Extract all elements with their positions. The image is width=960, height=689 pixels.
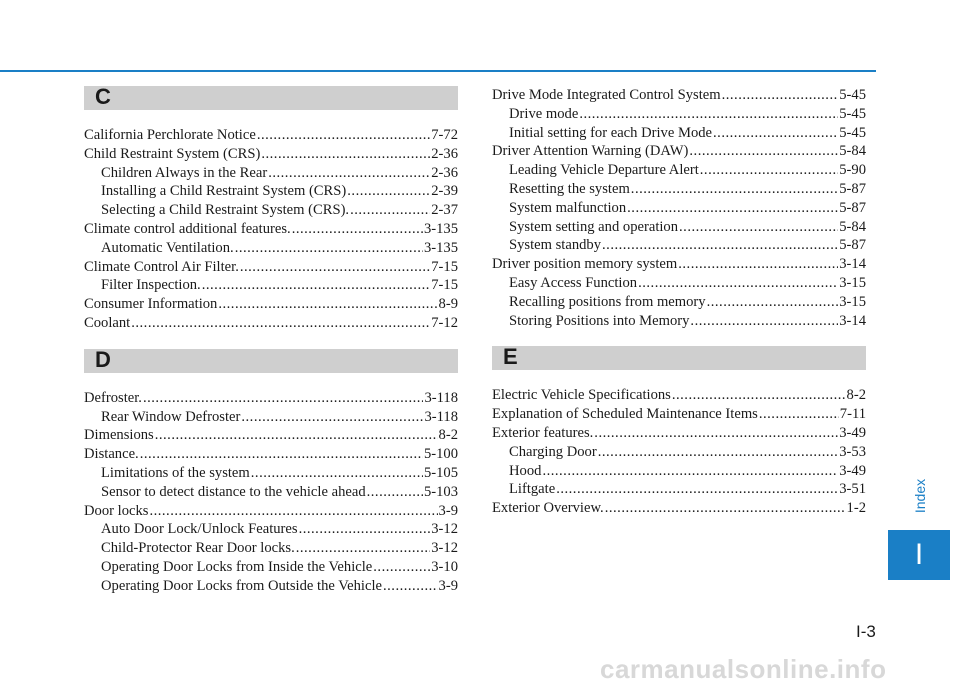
index-subentry[interactable] [84,577,458,596]
section-header-d [84,346,458,373]
section-e-entries [492,386,866,518]
dot-leader [155,426,438,445]
index-subentry[interactable] [84,558,458,577]
dot-leader [759,405,839,424]
entry-title: Storing Positions into Memory [509,312,690,329]
entry-title: Sensor to detect distance to the vehicle ahead [101,483,366,500]
entry-title: Leading Vehicle Departure Alert [509,162,699,179]
entry-title: Driver position memory system [492,256,678,273]
entry-page: 3-10 [431,558,458,575]
index-subentry[interactable] [84,182,458,201]
entry-title: Charging Door [509,443,597,460]
entry-title: Exterior Overview. [492,500,604,517]
dot-leader [713,124,838,143]
index-subentry[interactable] [492,161,866,180]
dot-leader [296,539,431,558]
index-entry[interactable] [492,86,866,105]
entry-page: 2-36 [431,164,458,181]
entry-title: California Perchlorate Notice [84,127,256,143]
entry-title: Rear Window Defroster [101,408,241,425]
entry-page: 3-51 [839,481,866,498]
entry-page: 3-15 [839,293,866,310]
index-subentry[interactable] [492,199,866,218]
entry-title: Explanation of Scheduled Maintenance Items [492,406,758,423]
index-column-left [84,86,458,596]
index-column-right [492,86,866,518]
index-entry[interactable] [492,386,866,405]
dot-leader [235,239,423,258]
index-entry[interactable] [84,314,458,333]
entry-title: Driver Attention Warning (DAW) [492,143,689,160]
index-entry[interactable] [84,295,458,314]
index-subentry[interactable] [84,483,458,502]
dot-leader [347,182,430,201]
index-subentry[interactable] [84,520,458,539]
dot-leader [299,520,431,539]
entry-page: 5-84 [839,143,866,160]
entry-title: Automatic Ventilation. [101,239,234,256]
dot-leader [261,145,430,164]
entry-title: Drive mode [509,105,579,122]
dot-leader [672,386,846,405]
index-entry[interactable] [492,142,866,161]
dot-leader [638,274,838,293]
entry-page: 7-15 [431,277,458,294]
index-subentry[interactable] [492,236,866,255]
entry-title: Distance. [84,446,139,463]
entry-title: Operating Door Locks from Inside the Vehicle [101,558,373,575]
index-subentry[interactable] [492,105,866,124]
entry-title: Drive Mode Integrated Control System [492,87,721,103]
entry-page: 7-72 [431,127,458,143]
dot-leader [350,201,430,220]
entry-title: Filter Inspection. [101,277,201,294]
dot-leader [690,312,838,331]
entry-page: 3-12 [431,521,458,538]
entry-title: Selecting a Child Restraint System (CRS). [101,202,350,219]
entry-title: Consumer Information [84,296,218,313]
entry-title: Child Restraint System (CRS) [84,145,261,162]
page-number: I-3 [856,622,876,641]
entry-page: 5-45 [839,105,866,122]
index-entry[interactable] [84,220,458,239]
entry-page: 3-118 [424,408,458,425]
index-entry[interactable] [84,445,458,464]
entry-title: Easy Access Function [509,274,638,291]
index-subentry[interactable] [492,218,866,237]
entry-title: Child-Protector Rear Door locks. [101,540,295,557]
index-subentry[interactable] [84,539,458,558]
dot-leader [579,105,838,124]
entry-title: Electric Vehicle Specifications [492,387,671,404]
dot-leader [722,86,839,105]
dot-leader [605,499,846,518]
entry-page: 3-49 [839,424,866,441]
dot-leader [218,295,437,314]
index-entry[interactable] [492,255,866,274]
entry-title: Hood [509,462,542,479]
entry-page: 3-49 [839,462,866,479]
entry-page: 8-2 [438,427,458,444]
index-entry[interactable] [84,389,458,408]
dot-leader [292,220,423,239]
entry-page: 2-37 [431,202,458,219]
dot-leader [383,577,438,596]
entry-title: Operating Door Locks from Outside the Vehicle [101,577,382,594]
section-header-c [84,86,458,110]
section-d-continued-entries [492,86,866,330]
entry-title: System standby [509,237,602,254]
entry-title: Limitations of the system [101,464,250,481]
entry-page: 3-9 [438,577,458,594]
index-subentry[interactable] [84,239,458,258]
index-subentry[interactable] [84,464,458,483]
dot-leader [149,502,437,521]
entry-page: 7-12 [431,314,458,331]
entry-title: Recalling positions from memory [509,293,706,310]
side-tab-label: Index [912,478,928,514]
index-subentry[interactable] [492,480,866,499]
header-rule [0,70,876,72]
index-subentry[interactable] [492,124,866,143]
entry-page: 5-87 [839,237,866,254]
index-entry[interactable] [84,502,458,521]
entry-title: Defroster. [84,389,142,406]
watermark-logo: carmanualsonline.info [600,654,887,684]
index-subentry[interactable] [84,201,458,220]
dot-leader [367,483,423,502]
index-subentry[interactable] [492,462,866,481]
index-subentry[interactable] [84,408,458,427]
entry-page: 3-118 [424,389,458,406]
entry-title: Door locks [84,502,149,519]
entry-page: 5-105 [423,464,458,481]
entry-page: 5-100 [423,446,458,463]
entry-title: Auto Door Lock/Unlock Features [101,521,298,538]
entry-page: 5-90 [839,162,866,179]
entry-page: 5-84 [839,218,866,235]
dot-leader [679,218,838,237]
index-entry[interactable] [492,424,866,443]
dot-leader [140,445,423,464]
section-letter: E [503,344,518,370]
entry-page: 5-87 [839,199,866,216]
entry-page: 3-9 [438,502,458,519]
dot-leader [241,408,423,427]
index-entry[interactable] [84,126,458,145]
entry-page: 7-11 [839,406,866,423]
entry-title: Climate Control Air Filter. [84,258,239,275]
entry-title: Initial setting for each Drive Mode [509,124,713,141]
entry-title: System setting and operation [509,218,679,235]
entry-page: 5-103 [423,483,458,500]
entry-page: 5-45 [839,87,866,103]
entry-page: 5-45 [839,124,866,141]
dot-leader [598,443,839,462]
section-letter: C [95,84,111,109]
index-entry[interactable] [492,499,866,518]
entry-page: 2-39 [431,183,458,200]
entry-page: 5-87 [839,180,866,197]
dot-leader [707,293,839,312]
entry-title: Climate control additional features. [84,220,291,237]
index-subentry[interactable] [84,164,458,183]
index-subentry[interactable] [492,293,866,312]
section-c-entries [84,126,458,333]
index-entry[interactable] [84,258,458,277]
index-subentry[interactable] [492,180,866,199]
entry-page: 3-15 [839,274,866,291]
dot-leader [594,424,838,443]
dot-leader [689,142,838,161]
dot-leader [143,389,424,408]
index-entry[interactable] [492,405,866,424]
dot-leader [556,480,838,499]
index-subentry[interactable] [492,443,866,462]
index-tab-letter: I [914,538,924,571]
section-header-e [492,346,866,370]
entry-title: Exterior features. [492,424,594,441]
dot-leader [602,236,838,255]
dot-leader [373,558,430,577]
dot-leader [631,180,838,199]
entry-page: 7-15 [431,258,458,275]
index-subentry[interactable] [492,274,866,293]
index-subentry[interactable] [84,276,458,295]
dot-leader [542,462,838,481]
entry-page: 2-36 [431,145,458,162]
dot-leader [257,126,430,145]
entry-page: 3-135 [423,220,458,237]
dot-leader [251,464,423,483]
dot-leader [240,258,430,277]
index-subentry[interactable] [492,312,866,331]
index-entry[interactable] [84,426,458,445]
entry-page: 3-12 [431,540,458,557]
entry-page: 1-2 [846,500,866,517]
entry-title: Liftgate [509,481,556,498]
entry-page: 3-14 [839,256,866,273]
entry-title: Dimensions [84,427,154,444]
entry-title: Coolant [84,314,131,331]
index-entry[interactable] [84,145,458,164]
entry-title: Installing a Child Restraint System (CRS) [101,183,347,200]
entry-title: System malfunction [509,199,627,216]
entry-page: 8-9 [438,296,458,313]
entry-title: Resetting the system [509,180,630,197]
section-letter: D [95,346,111,372]
dot-leader [627,199,838,218]
dot-leader [268,164,430,183]
entry-page: 3-53 [839,443,866,460]
entry-page: 3-14 [839,312,866,329]
dot-leader [202,276,431,295]
dot-leader [700,161,838,180]
section-d-entries [84,389,458,596]
entry-page: 3-135 [423,239,458,256]
dot-leader [678,255,838,274]
entry-title: Children Always in the Rear [101,164,268,181]
dot-leader [131,314,430,333]
entry-page: 8-2 [846,387,866,404]
index-tab[interactable] [888,530,950,580]
